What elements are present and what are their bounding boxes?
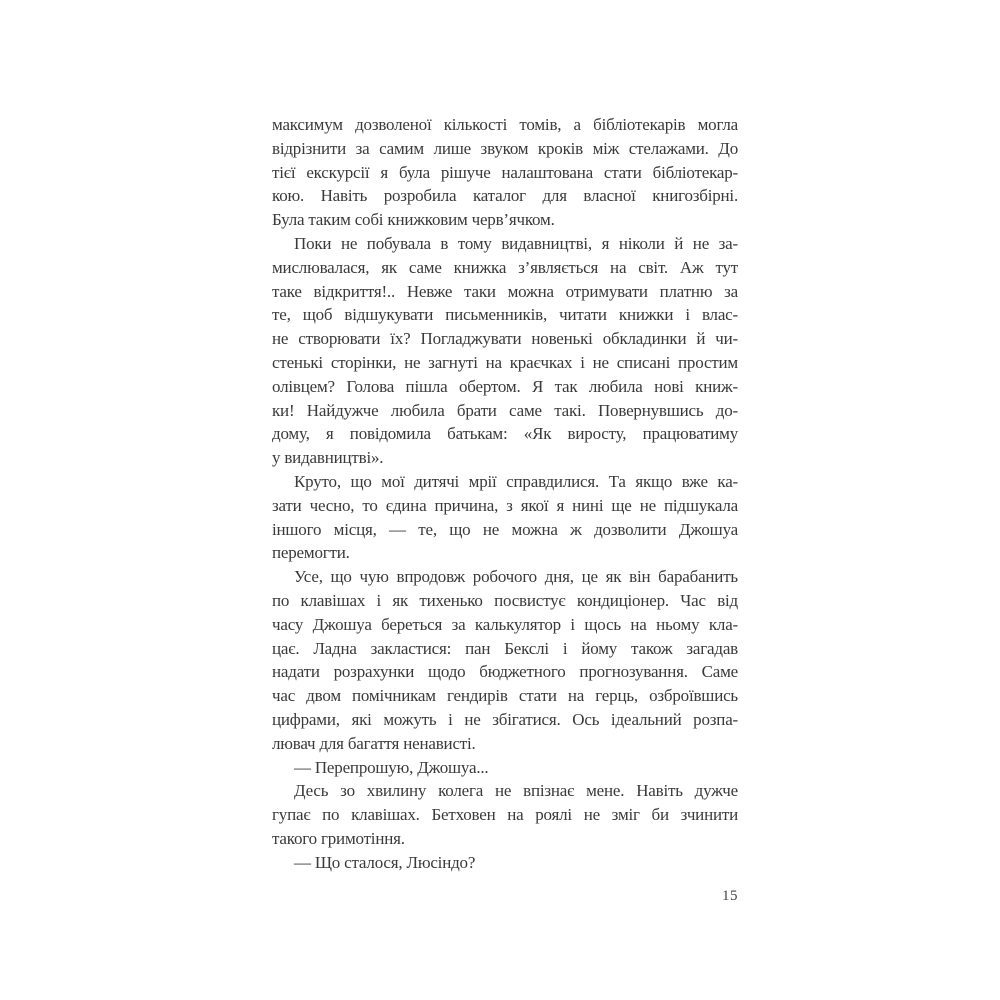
- paragraph: [272, 565, 738, 755]
- text-line: перемогти.: [272, 543, 350, 563]
- text-line: Поки не побувала в тому видавництві, я ніколи й не за-: [294, 233, 738, 253]
- text-line: максимум дозволеної кількості томів, а бібліотекарів могла: [272, 115, 738, 134]
- text-line: по клавішах і як тихенько посвистує кондиціонер. Час від: [272, 590, 738, 610]
- text-line: Круто, що мої дитячі мрії справдилися. Та якщо вже ка-: [294, 471, 738, 491]
- text-line: часу Джошуа береться за калькулятор і щось на ньому кла-: [272, 614, 738, 634]
- text-line: у видавництві».: [272, 448, 384, 468]
- page-text: [272, 113, 738, 875]
- text-line: лювач для багаття ненависті.: [272, 733, 476, 753]
- paragraph: [272, 470, 738, 565]
- text-line: такого гримотіння.: [272, 828, 405, 848]
- text-line: те, щоб відшукувати письменників, читати книжки і влас-: [272, 305, 738, 325]
- paragraph: [272, 232, 738, 470]
- paragraph: [272, 113, 738, 232]
- page-number: 15: [722, 888, 738, 904]
- text-line: іншого місця, — те, що не можна ж дозволити Джошуа: [272, 519, 738, 539]
- text-line: тієї екскурсії я була рішуче налаштована стати бібліотекар-: [272, 162, 738, 182]
- text-line: ки! Найдужче любила брати саме такі. Повернувшись до-: [272, 400, 738, 420]
- text-line: дому, я повідомила батькам: «Як виросту, працюватиму: [272, 424, 738, 444]
- text-line: відрізнити за самим лише звуком кроків між стелажами. До: [272, 138, 738, 158]
- text-line: таке відкриття!.. Невже таки можна отримувати платню за: [272, 281, 738, 301]
- text-line: мислювалася, як саме книжка з’являється на світ. Аж тут: [272, 257, 738, 277]
- paragraph: [272, 851, 738, 875]
- text-line: — Що сталося, Люсіндо?: [294, 852, 476, 872]
- text-line: цає. Ладна закластися: пан Бекслі і йому також загадав: [272, 638, 738, 658]
- text-line: — Перепрошую, Джошуа...: [294, 757, 489, 777]
- text-line: кою. Навіть розробила каталог для власної книгозбірні.: [272, 186, 738, 206]
- text-line: олівцем? Голова пішла обертом. Я так любила нові книж-: [272, 376, 738, 396]
- text-line: надати розрахунки щодо бюджетного прогнозування. Саме: [272, 662, 738, 682]
- text-line: Була таким собі книжковим черв’ячком.: [272, 210, 555, 230]
- text-line: Усе, що чую впродовж робочого дня, це як він барабанить: [294, 567, 738, 587]
- text-line: час двом помічникам гендирів стати на герць, озброївшись: [272, 686, 738, 706]
- text-line: зати чесно, то єдина причина, з якої я нині ще не підшукала: [272, 495, 738, 515]
- text-line: гупає по клавішах. Бетховен на роялі не зміг би зчинити: [272, 805, 738, 825]
- paragraph: [272, 779, 738, 850]
- text-line: стенькі сторінки, не загнуті на краєчках і не списані простим: [272, 352, 738, 372]
- paragraph: [272, 756, 738, 780]
- text-line: не створювати їх? Погладжувати новенькі обкладинки й чи-: [272, 329, 738, 349]
- text-line: цифрами, які можуть і не збігатися. Ось ідеальний розпа-: [272, 709, 738, 729]
- text-line: Десь зо хвилину колега не впізнає мене. Навіть дужче: [294, 781, 738, 801]
